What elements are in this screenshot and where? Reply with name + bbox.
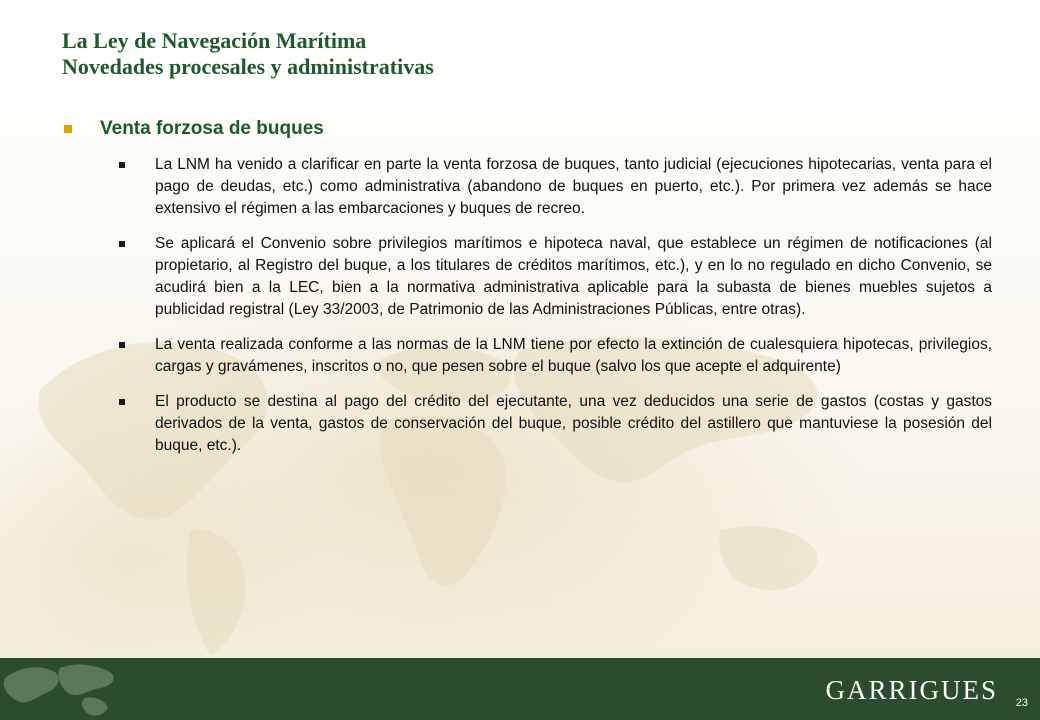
square-bullet-icon	[64, 125, 72, 133]
section-heading-row	[62, 118, 992, 140]
square-bullet-icon	[119, 399, 125, 405]
slide-title: La Ley de Navegación Marítima	[62, 28, 367, 53]
section-heading: Venta forzosa de buques	[100, 118, 324, 139]
bullet-item	[62, 391, 992, 457]
square-bullet-icon	[119, 162, 125, 168]
slide-subtitle: Novedades procesales y administrativas	[62, 54, 434, 79]
square-bullet-icon	[119, 241, 125, 247]
bullet-item	[62, 334, 992, 378]
bullet-text: El producto se destina al pago del crédito del ejecutante, una vez deducidos una serie de gastos (costas y gastos derivados de la venta, gastos de conservación del buque, posible crédito del astillero que mantuviese la posesión del buque, etc.).	[155, 393, 992, 454]
bullet-text: Se aplicará el Convenio sobre privilegios marítimos e hipoteca naval, que establece un régimen de notificaciones (al propietario, al Registro del buque, a los titulares de créditos marítimos, etc.), y en lo no regulado en dicho Convenio, se acudirá bien a la LEC, bien a la normativa administrativa aplicable para la subasta de bienes muebles sujetos a publicidad registral (Ley 33/2003, de Patrimonio de las Administraciones Públicas, entre otras).	[155, 235, 992, 318]
page-number: 23	[1015, 697, 1028, 709]
company-logo: GARRIGUES	[825, 675, 998, 705]
square-bullet-icon	[119, 342, 125, 348]
bullet-list	[62, 154, 992, 457]
title-block	[62, 28, 962, 80]
footer-bar	[0, 658, 1040, 720]
bullet-text: La venta realizada conforme a las normas de la LNM tiene por efecto la extinción de cualesquiera hipotecas, privilegios, cargas y gravámenes, inscritos o no, que pesen sobre el buque (salvo los que acepte el adquirente)	[155, 336, 992, 375]
bullet-text: La LNM ha venido a clarificar en parte la venta forzosa de buques, tanto judicial (ejecuciones hipotecarias, venta para el pago de deudas, etc.) como administrativa (abandono de buques en puerto, etc.). Por primera vez además se hace extensivo el régimen a las embarcaciones y buques de recreo.	[155, 156, 992, 217]
content-section	[62, 118, 992, 470]
globe-map-icon	[0, 658, 140, 720]
bullet-item	[62, 233, 992, 321]
bullet-item	[62, 154, 992, 220]
